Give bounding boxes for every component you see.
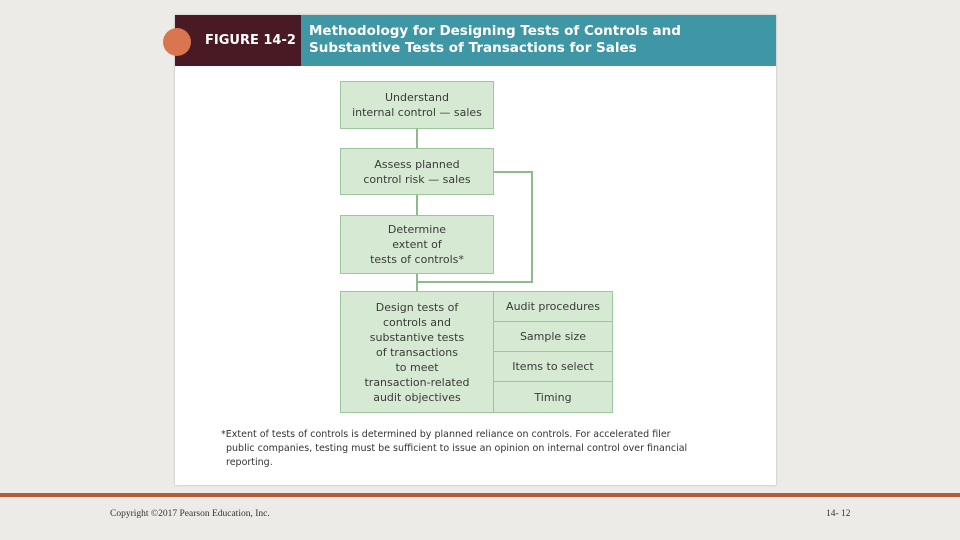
figure-title-line1: Methodology for Designing Tests of Controls and [309, 23, 681, 39]
header-dot-icon [163, 28, 191, 56]
step-assess-control-risk: Assess planned control risk — sales [340, 148, 494, 195]
footnote [221, 428, 701, 470]
bypass-connector-vertical [531, 171, 533, 283]
footnote-line-3: reporting. [226, 457, 273, 468]
step-design-tests: Design tests of controls and substantive tests of transactions to meet transaction-related audit objectives [340, 291, 494, 413]
output-sample-size: Sample size [493, 321, 613, 352]
connector-1-2 [416, 128, 418, 149]
step-determine-extent: Determine extent of tests of controls* [340, 215, 494, 274]
output-items-to-select: Items to select [493, 351, 613, 382]
figure-title-line2: Substantive Tests of Transactions for Sales [309, 40, 637, 56]
figure-panel [175, 15, 776, 485]
bypass-connector-top [493, 171, 533, 173]
footnote-line-1: *Extent of tests of controls is determined by planned reliance on controls. For accelerated filer [221, 429, 671, 440]
copyright-text: Copyright ©2017 Pearson Education, Inc. [110, 509, 270, 519]
footnote-line-2: public companies, testing must be sufficient to issue an opinion on internal control over financial [226, 443, 688, 454]
figure-title [301, 15, 776, 66]
connector-2-3 [416, 194, 418, 215]
figure-label [175, 15, 301, 66]
footer-rule [0, 493, 960, 497]
bypass-connector-bottom [417, 281, 533, 283]
output-timing: Timing [493, 381, 613, 413]
figure-label-text: FIGURE 14-2 [205, 33, 296, 48]
page-number: 14- 12 [826, 509, 851, 519]
output-audit-procedures: Audit procedures [493, 291, 613, 322]
step-understand-internal-control: Understand internal control — sales [340, 81, 494, 129]
